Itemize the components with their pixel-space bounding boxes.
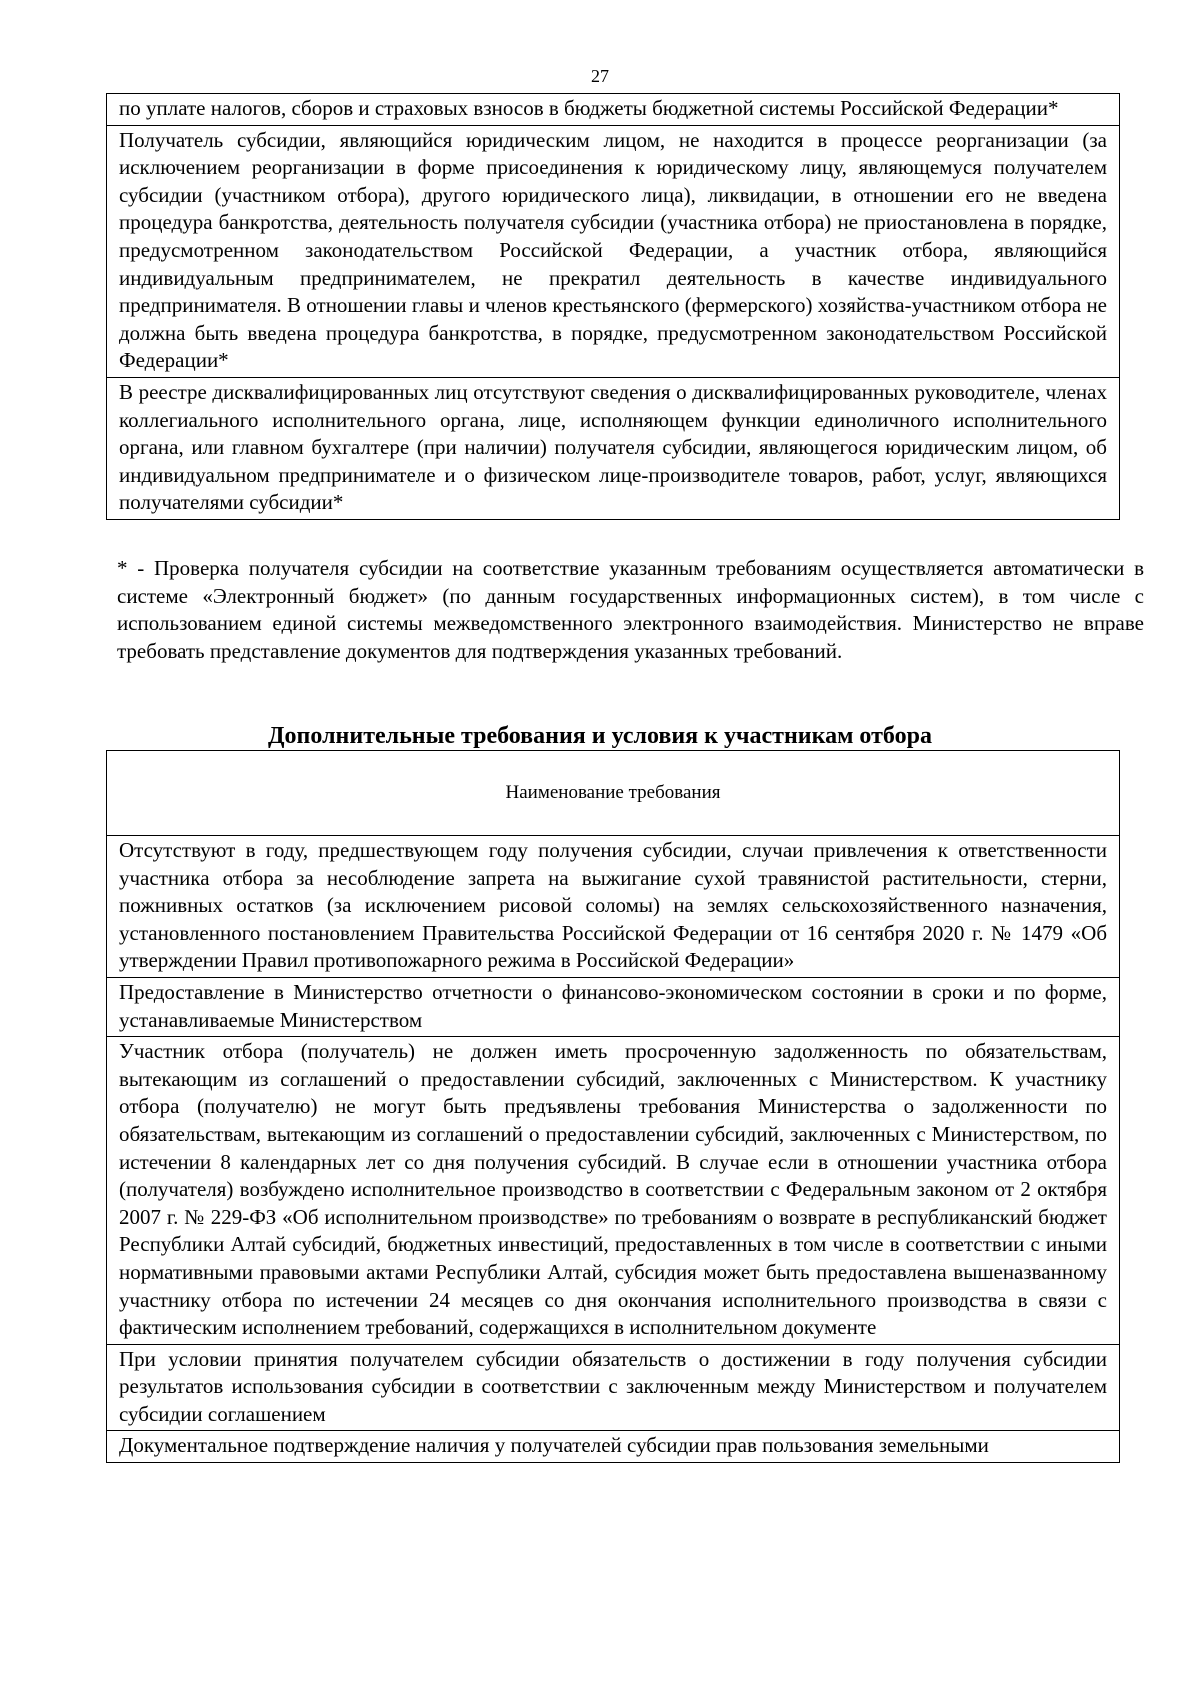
table-header [106,750,1120,836]
table-row: Документальное подтверждение наличия у получателей субсидии прав пользования земельными [106,1431,1120,1463]
table-row: Предоставление в Министерство отчетности о финансово-экономическом состоянии в сроки и по форме, устанавливаемые Министерством [106,978,1120,1037]
table-row: по уплате налогов, сборов и страховых взносов в бюджеты бюджетной системы Российской Федерации* [106,93,1120,126]
table-row: Отсутствуют в году, предшествующем году получения субсидии, случаи привлечения к ответственности участника отбора за несоблюдение запрета на выжигание сухой травянистой растительности, стерни, пожнивных остатков (за исключением рисовой соломы) на землях сельскохозяйственного назначения, установленного постановлением Правительства Российской Федерации от 16 сентября 2020 г. № 1479 «Об утверждении Правил противопожарного режима в Российской Федерации» [106,836,1120,978]
table-row: В реестре дисквалифицированных лиц отсутствуют сведения о дисквалифицированных руководителе, членах коллегиального исполнительного органа, лице, исполняющем функции единоличного исполнительного органа, или главном бухгалтере (при наличии) получателя субсидии, являющегося юридическим лицом, об индивидуальном предпринимателе и о физическом лице-производителе товаров, работ, услуг, являющихся получателями субсидии* [106,378,1120,520]
table-header-label: Наименование требования [505,781,721,803]
footnote: * - Проверка получателя субсидии на соответствие указанным требованиям осуществляется автоматически в системе «Электронный бюджет» (по данным государственных информационных систем), в том числе с использованием единой системы межведомственного электронного взаимодействия. Министерство не вправе требовать представление документов для подтверждения указанных требований. [117,556,1144,663]
additional-requirements-table [106,750,1120,1463]
page-number: 27 [591,66,609,86]
section-heading: Дополнительные требования и условия к участникам отбора [268,723,932,749]
table-row: Получатель субсидии, являющийся юридическим лицом, не находится в процессе реорганизации (за исключением реорганизации в форме присоединения к юридическому лицу, являющемуся получателем субсидии (участником отбора), другого юридического лица), ликвидации, в отношении его не введена процедура банкротства, деятельность получателя субсидии (участника отбора) не приостановлена в порядке, предусмотренном законодательством Российской Федерации, а участник отбора, являющийся индивидуальным предпринимателем, не прекратил деятельность в качестве индивидуального предпринимателя. В отношении главы и членов крестьянского (фермерского) хозяйства-участником отбора не должна быть введена процедура банкротства, в порядке, предусмотренном законодательством Российской Федерации* [106,126,1120,378]
table-row: Участник отбора (получатель) не должен иметь просроченную задолженность по обязательствам, вытекающим из соглашений о предоставлении субсидий, заключенных с Министерством. К участнику отбора (получателю) не могут быть предъявлены требования Министерства о задолженности по обязательствам, вытекающим из соглашений о предоставлении субсидий, заключенных с Министерством, по истечении 8 календарных лет со дня получения субсидий. В случае если в отношении участника отбора (получателя) возбуждено исполнительное производство в соответствии с Федеральным законом от 2 октября 2007 г. № 229-ФЗ «Об исполнительном производстве» по требованиям о возврате в республиканский бюджет Республики Алтай субсидий, бюджетных инвестиций, предоставленных в том числе в соответствии с иными нормативными правовыми актами Республики Алтай, субсидия может быть предоставлена вышеназванному участнику отбора по истечении 24 месяцев со дня окончания исполнительного производства в связи с фактическим исполнением требований, содержащихся в исполнительном документе [106,1037,1120,1345]
table-row: При условии принятия получателем субсидии обязательств о достижении в году получения субсидии результатов использования субсидии в соответствии с заключенным между Министерством и получателем субсидии соглашением [106,1345,1120,1432]
requirements-table-top [106,93,1120,520]
